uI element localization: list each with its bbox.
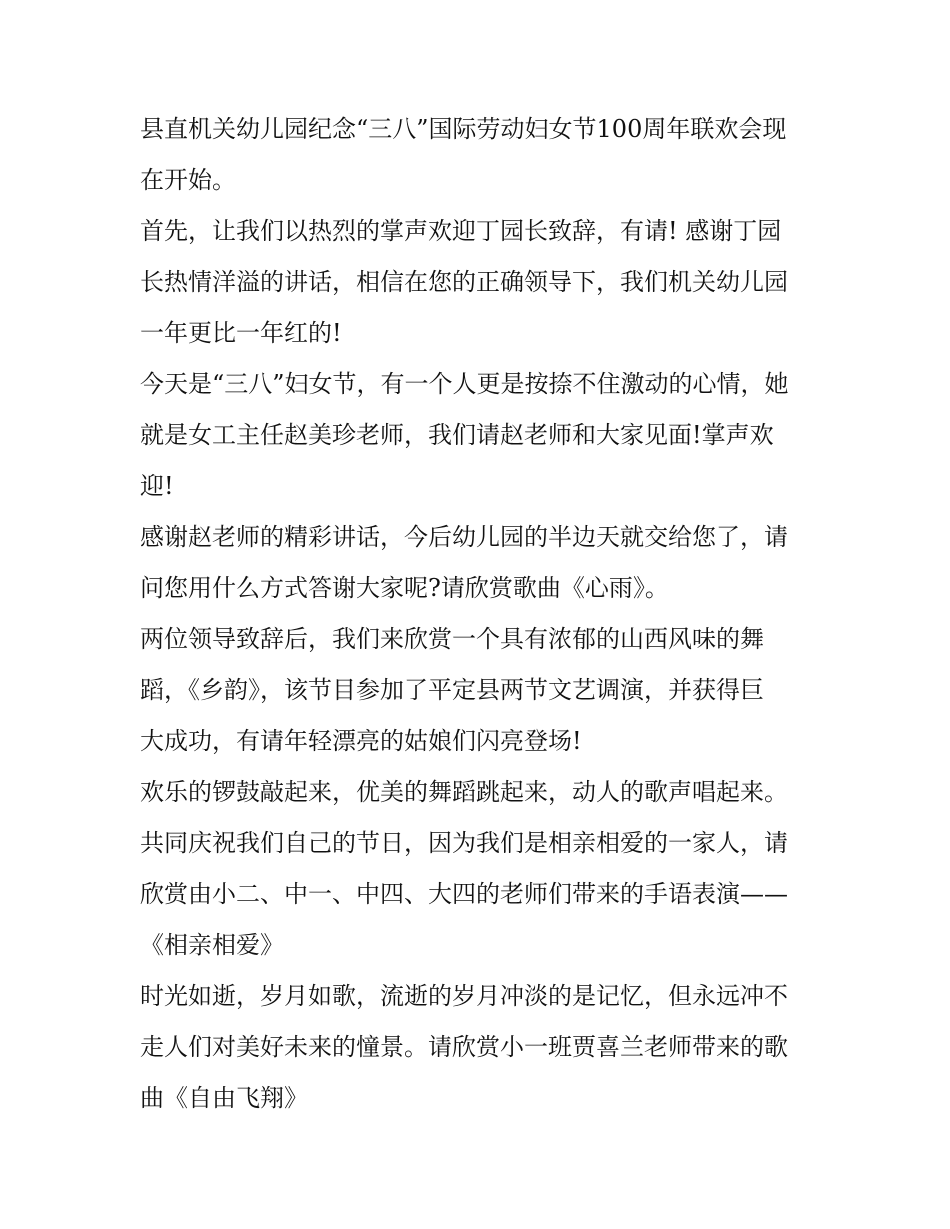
text-line: 大成功，有请年轻漂亮的姑娘们闪亮登场! bbox=[140, 727, 582, 755]
text-line: 曲《自由飞翔》 bbox=[140, 1084, 308, 1112]
text-line: 欣赏由小二、中一、中四、大四的老师们带来的手语表演—— bbox=[140, 880, 788, 908]
text-line: 感谢赵老师的精彩讲话，今后幼儿园的半边天就交给您了，请 bbox=[140, 523, 788, 551]
text-line: 就是女工主任赵美珍老师，我们请赵老师和大家见面!掌声欢 bbox=[140, 421, 774, 449]
text-line: 问您用什么方式答谢大家呢?请欣赏歌曲《心雨》。 bbox=[140, 574, 669, 602]
text-line: 走人们对美好未来的憧景。请欣赏小一班贾喜兰老师带来的歌 bbox=[140, 1033, 788, 1061]
text-line: 共同庆祝我们自己的节日，因为我们是相亲相爱的一家人，请 bbox=[140, 829, 788, 857]
text-line: 在开始。 bbox=[140, 166, 236, 194]
text-line: 两位领导致辞后，我们来欣赏一个具有浓郁的山西风味的舞 bbox=[140, 625, 764, 653]
text-line: 县直机关幼儿园纪念“三八”国际劳动妇女节100周年联欢会现 bbox=[140, 115, 787, 143]
text-line: 《相亲相爱》 bbox=[140, 931, 284, 959]
text-line: 蹈，《乡韵》，该节目参加了平定县两节文艺调演，并获得巨 bbox=[140, 676, 764, 704]
text-line: 一年更比一年红的! bbox=[140, 319, 342, 347]
text-line: 迎! bbox=[140, 472, 174, 500]
text-line: 长热情洋溢的讲话，相信在您的正确领导下，我们机关幼儿园 bbox=[140, 268, 788, 296]
text-line: 今天是“三八”妇女节，有一个人更是按捺不住激动的心情，她 bbox=[140, 370, 789, 398]
text-line: 欢乐的锣鼓敲起来，优美的舞蹈跳起来，动人的歌声唱起来。 bbox=[140, 778, 788, 806]
document-body bbox=[140, 104, 815, 1124]
text-line: 首先，让我们以热烈的掌声欢迎丁园长致辞，有请! 感谢丁园 bbox=[140, 217, 782, 245]
text-line: 时光如逝，岁月如歌，流逝的岁月冲淡的是记忆，但永远冲不 bbox=[140, 982, 788, 1010]
